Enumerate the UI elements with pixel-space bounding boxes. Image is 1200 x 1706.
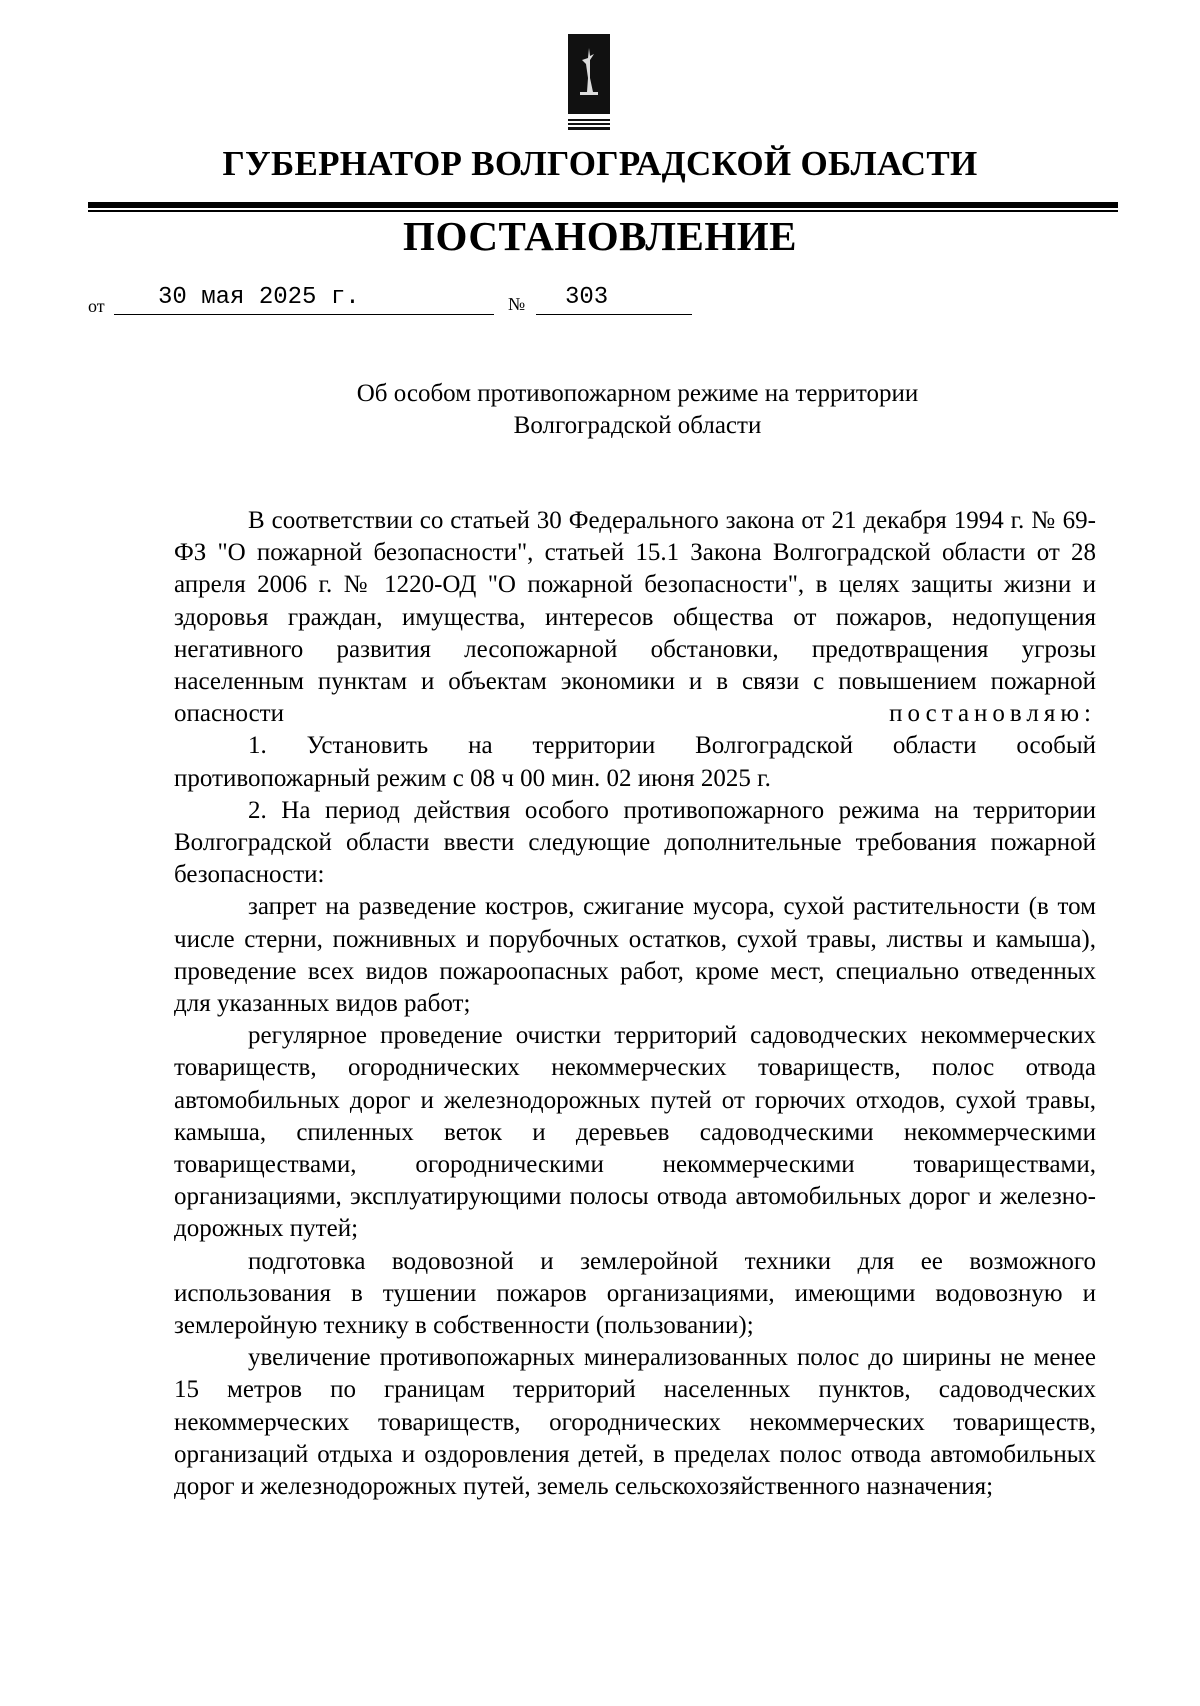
requirement-prepare-equipment: подготовка водовозной и землеройной техники для ее возможного использования в тушении пожаров организациями, имеющими водовозную и землеройную технику в собственности (пользовании); [174, 1247, 1096, 1340]
document-type-title: ПОСТАНОВЛЕНИЕ [403, 213, 797, 259]
date-label: от [88, 296, 105, 316]
requirement-no-fires: запрет на разведение костров, сжигание мусора, сухой растительности (в том числе стерни, пожнивных и порубочных остатков, сухой травы, листвы и камыша), проведение всех видов пожароопасных работ, кроме мест, специально отведенных для указанных видов работ; [174, 893, 1096, 1018]
subject-line-1: Об особом противопожарном режиме на территории [356, 380, 919, 407]
document-body [174, 505, 1096, 1503]
date-underline [114, 314, 494, 315]
number-label: № [508, 294, 526, 314]
date-value: 30 мая 2025 г. [158, 284, 360, 311]
clause-2: 2. На период действия особого противопожарного режима на территории Волгоградской области ввести следующие дополнительные требования пожарной безопасности: [174, 796, 1096, 889]
coat-of-arms-icon [568, 34, 610, 130]
decree-word: постановляю: [889, 700, 1096, 728]
number-value: 303 [565, 284, 609, 311]
preamble-text: В соответствии со статьей 30 Федерального закона от 21 декабря 1994 г. № 69-ФЗ "О пожарной безопасности", статьей 15.1 Закона Волгоградской области от 28 апреля 2006 г. № 1220-ОД "О пожарной безопасности", в целях защиты жизни и здоровья граждан, имущества, интересов общества от пожаров, недопущения негативного развития лесопожарной обстановки, предотвращения угрозы населенным пунктам и объектам экономики и в связи с повышением пожарной опасности [174, 507, 1096, 728]
clause-1: 1. Установить на территории Волгоградской области особый противопожарный режим с 08 ч 00 мин. 02 июня 2025 г. [174, 732, 1096, 792]
preamble-paragraph [174, 505, 1096, 730]
requirement-clean-territories: регулярное проведение очистки территорий садоводческих некоммерческих товариществ, огороднических некоммерческих товариществ, полос отвода автомобильных дорог и железнодорожных путей от горючих отходов, сухой травы, камыша, спиленных веток и деревьев садоводческими некоммерческими товариществами, огородническими некоммерческими товариществами, организациями, эксплуатирующими полосы отвода автомобильных дорог и железно-дорожных путей; [174, 1022, 1096, 1243]
number-underline [536, 314, 692, 315]
issuer-title: ГУБЕРНАТОР ВОЛГОГРАДСКОЙ ОБЛАСТИ [222, 144, 978, 183]
subject-line-2: Волгоградской области [513, 412, 762, 439]
document-subject [0, 378, 1200, 442]
requirement-firebreak-strips: увеличение противопожарных минерализованных полос до ширины не менее 15 метров по границам территорий населенных пунктов, садоводческих некоммерческих товариществ, огороднических некоммерческих товариществ, организаций отдыха и оздоровления детей, в пределах полос отвода автомобильных дорог и железнодорожных путей, земель сельскохозяйственного назначения; [174, 1344, 1096, 1501]
